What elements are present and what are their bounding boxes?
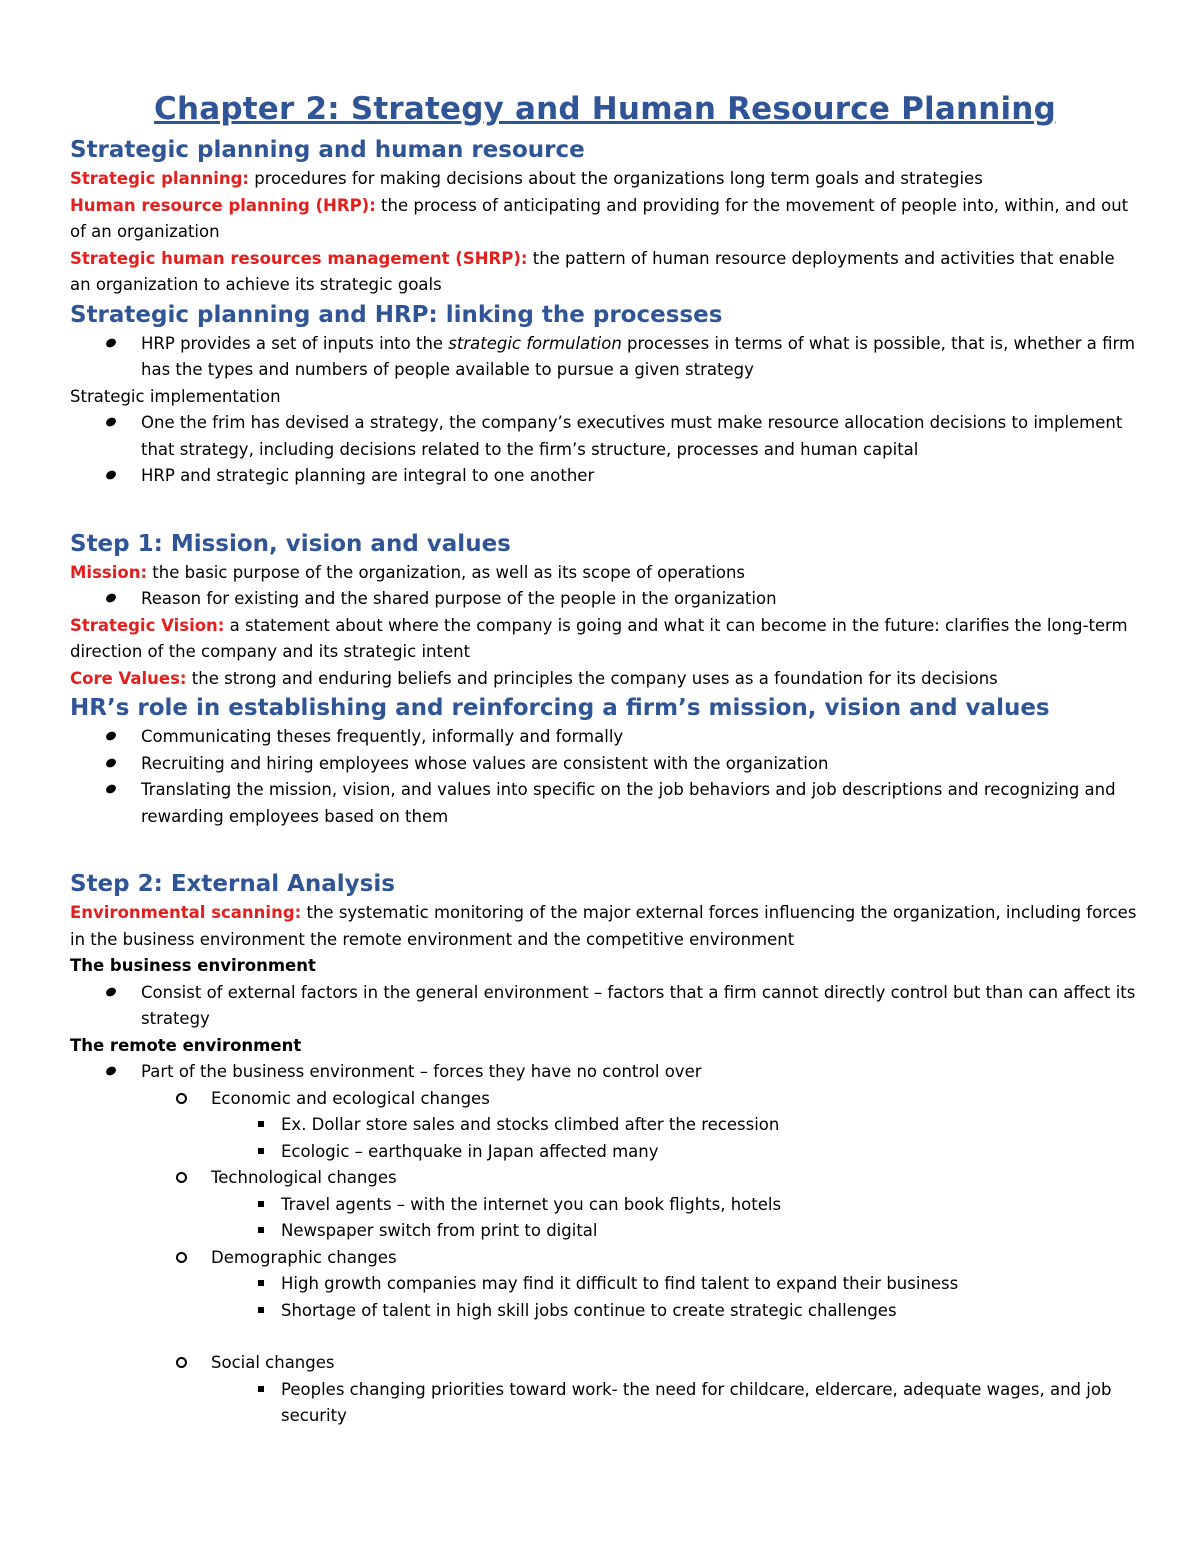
list-item-text: Economic and ecological changes [211, 1088, 490, 1108]
list-item-level-3 [70, 1218, 1140, 1245]
section-heading-step-1: Step 1: Mission, vision and values [70, 530, 511, 557]
circle-bullet-icon [174, 1165, 188, 1192]
bullet-list [70, 980, 1140, 1033]
square-bullet-icon [256, 1377, 266, 1404]
bullet-icon [104, 586, 118, 613]
bullet-icon [104, 1059, 118, 1086]
definition-text: the systematic monitoring of the major external forces influencing the organization, including forces in the business environment the remote environment and the competitive environment [70, 903, 1137, 949]
list-item-level-2 [70, 1350, 1140, 1377]
circle-bullet-icon [174, 1086, 188, 1113]
square-bullet-icon [256, 1271, 266, 1298]
definition-core-values [70, 666, 1140, 693]
bullet-icon [104, 777, 118, 804]
bullet-list [70, 1059, 1140, 1430]
subheading-business-environment: The business environment [70, 956, 316, 975]
bullet-list [70, 586, 1140, 613]
bullet-list [70, 410, 1140, 490]
square-bullet-icon [256, 1298, 266, 1325]
spacer [70, 490, 1140, 516]
term: Human resource planning (HRP): [70, 195, 376, 215]
subheading-strategic-implementation: Strategic implementation [70, 386, 281, 406]
list-item [70, 463, 1140, 490]
section-heading-step-2: Step 2: External Analysis [70, 871, 395, 897]
list-item-text: Travel agents – with the internet you can book flights, hotels [281, 1194, 782, 1214]
bullet-icon [104, 980, 118, 1007]
list-item-level-2 [70, 1245, 1140, 1272]
list-item-text: Part of the business environment – forces they have no control over [141, 1062, 702, 1081]
list-item-text: One the frim has devised a strategy, the company’s executives must make resource allocation decisions to implement that strategy, including decisions related to the firm’s structure, processes and human capital [141, 413, 1123, 459]
square-bullet-icon [256, 1139, 266, 1166]
bullet-list [70, 724, 1140, 830]
list-item-text: HRP provides a set of inputs into the [141, 333, 449, 353]
list-item-level-3 [70, 1112, 1140, 1139]
page-title: Chapter 2: Strategy and Human Resource Planning [154, 91, 1056, 127]
square-bullet-icon [256, 1192, 266, 1219]
section-heading-hr-role: HR’s role in establishing and reinforcing a firm’s mission, vision and values [70, 695, 1050, 721]
definition-text: procedures for making decisions about the organizations long term goals and strategies [249, 169, 983, 188]
definition-environmental-scanning [70, 900, 1140, 953]
document-page [70, 88, 1140, 1430]
list-item-level-3 [70, 1298, 1140, 1325]
list-item-level-3 [70, 1139, 1140, 1166]
list-item-level-3 [70, 1377, 1140, 1430]
list-item-text: Reason for existing and the shared purpose of the people in the organization [141, 589, 777, 608]
bullet-icon [104, 463, 118, 490]
list-item-text: Ecologic – earthquake in Japan affected many [281, 1141, 659, 1161]
list-item [70, 777, 1140, 830]
section-heading-strategic-planning: Strategic planning and human resource [70, 137, 585, 163]
list-item [70, 724, 1140, 751]
list-item-text: processes in terms of what is possible, that is, whether a firm has the types and numbers of people available to pursue a given strategy [141, 333, 1136, 379]
definition-text: the strong and enduring beliefs and principles the company uses as a foundation for its decisions [186, 668, 998, 688]
square-bullet-icon [256, 1112, 266, 1139]
list-item-text: Consist of external factors in the general environment – factors that a firm cannot directly control but than can affect its strategy [141, 982, 1136, 1028]
subheading-remote-environment: The remote environment [70, 1035, 302, 1055]
list-item-text: HRP and strategic planning are integral to one another [141, 466, 595, 485]
definition-text: the process of anticipating and providing for the movement of people into, within, and out of an organization [70, 195, 1129, 241]
definition-strategic-vision [70, 613, 1140, 666]
list-item-text: Demographic changes [211, 1247, 397, 1267]
circle-bullet-icon [174, 1350, 188, 1377]
list-item-text: Communicating theses frequently, informally and formally [141, 727, 624, 746]
list-item-level-2 [70, 1086, 1140, 1113]
term: Core Values: [70, 668, 187, 688]
bullet-icon [104, 410, 118, 437]
bullet-icon [104, 724, 118, 751]
list-item-text: Peoples changing priorities toward work- the need for childcare, eldercare, adequate wages, and job security [281, 1379, 1112, 1425]
list-item-text: Social changes [211, 1353, 335, 1372]
term: Strategic planning: [70, 169, 250, 188]
list-item [70, 410, 1140, 463]
list-item-text: High growth companies may find it difficult to find talent to expand their business [281, 1274, 959, 1293]
list-item [70, 980, 1140, 1033]
bullet-icon [104, 331, 118, 358]
list-item-italic: strategic formulation [448, 333, 622, 353]
list-item [70, 586, 1140, 613]
definition-text: a statement about where the company is going and what it can become in the future: clarifies the long-term direction of the company and its strategic intent [70, 615, 1128, 661]
term: Mission: [70, 562, 148, 582]
list-item [70, 331, 1140, 384]
list-item-text: Shortage of talent in high skill jobs continue to create strategic challenges [281, 1300, 897, 1320]
definition-mission [70, 560, 1140, 587]
term: Strategic human resources management (SHRP): [70, 248, 528, 268]
definition-shrp [70, 246, 1140, 299]
term: Strategic Vision: [70, 615, 225, 635]
spacer [70, 830, 1140, 856]
list-item-text: Ex. Dollar store sales and stocks climbed after the recession [281, 1115, 780, 1134]
list-item [70, 751, 1140, 778]
section-heading-linking-processes: Strategic planning and HRP: linking the processes [70, 301, 723, 328]
definition-text: the basic purpose of the organization, as well as its scope of operations [147, 562, 746, 582]
list-item-text: Technological changes [211, 1168, 397, 1187]
list-item-text: Translating the mission, vision, and values into specific on the job behaviors and job descriptions and recognizing and rewarding employees based on them [141, 780, 1116, 826]
list-item-level-3 [70, 1192, 1140, 1219]
definition-strategic-planning [70, 166, 1140, 193]
list-item-text: Recruiting and hiring employees whose values are consistent with the organization [141, 753, 829, 773]
definition-text: the pattern of human resource deployments and activities that enable an organization to achieve its strategic goals [70, 248, 1115, 294]
list-item-level-3 [70, 1271, 1140, 1298]
term: Environmental scanning: [70, 903, 302, 922]
square-bullet-icon [256, 1218, 266, 1245]
bullet-icon [104, 751, 118, 778]
bullet-list [70, 331, 1140, 384]
list-item-text: Newspaper switch from print to digital [281, 1221, 598, 1240]
list-item [70, 1059, 1140, 1086]
circle-bullet-icon [174, 1245, 188, 1272]
list-item-level-2 [70, 1165, 1140, 1192]
definition-hrp [70, 193, 1140, 246]
